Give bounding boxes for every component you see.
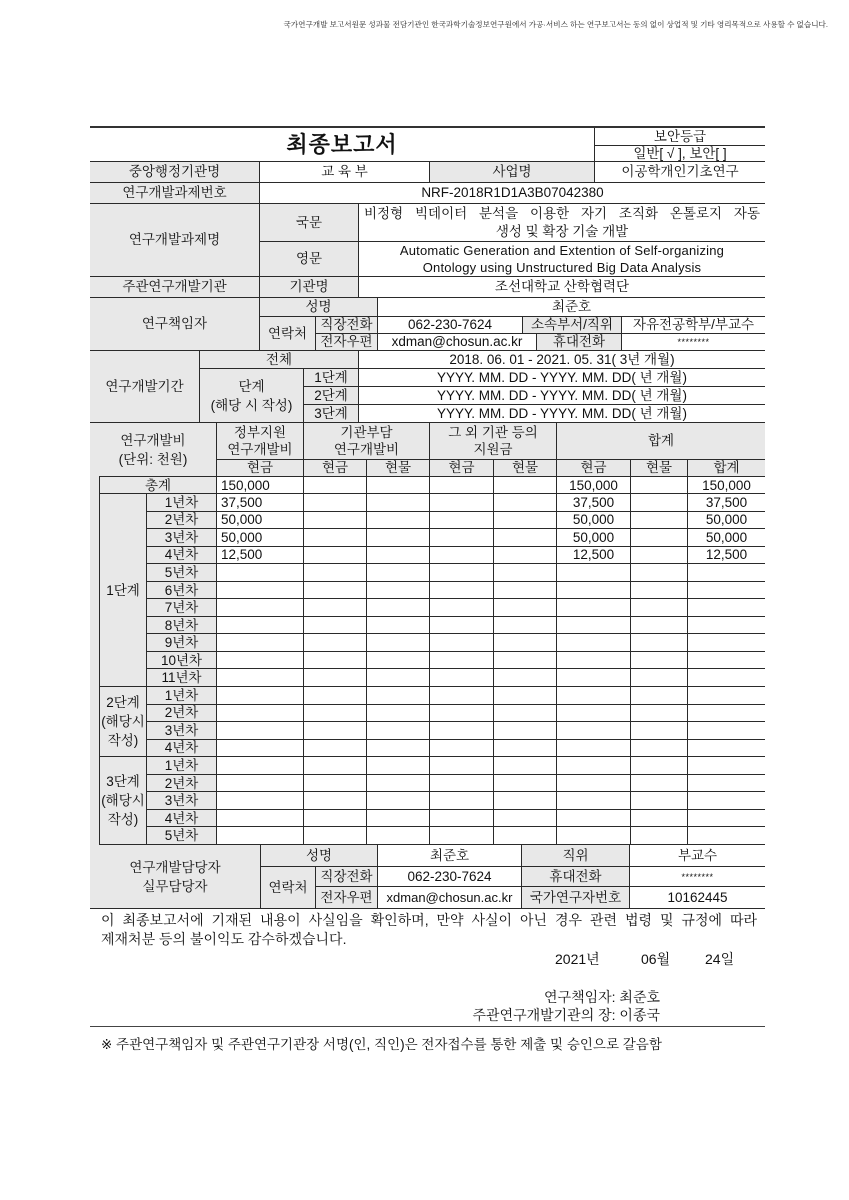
budget-cell-sum-cash: 12,500 <box>557 547 631 565</box>
staff-email-value: xdman@chosun.ac.kr <box>378 887 522 909</box>
budget-cell-other-cash <box>430 582 494 600</box>
budget-cell-other-cash <box>430 827 494 845</box>
budget-cell-inst-inkind <box>367 494 430 512</box>
budget-cell-sum-inkind <box>631 810 688 828</box>
budget-year-label: 1년차 <box>147 687 217 705</box>
pi-phone-value: 062-230-7624 <box>378 317 523 334</box>
budget-cell-sum-total <box>688 582 765 600</box>
budget-cell-sum-total: 12,500 <box>688 547 765 565</box>
budget-cell-sum-inkind <box>631 705 688 723</box>
declaration-line-1: 이 최종보고서에 기재된 내용이 사실임을 확인하며, 만약 사실이 아닌 경우 관련 법령 및 규정에 따라 <box>101 912 757 928</box>
budget-year-label: 5년차 <box>147 827 217 845</box>
budget-cell-inst-cash <box>304 827 367 845</box>
budget-cell-sum-cash <box>557 564 631 582</box>
budget-cell-gov-cash <box>217 705 304 723</box>
budget-cell-other-inkind <box>494 775 557 793</box>
budget-year-label: 1년차 <box>147 494 217 512</box>
budget-cell-sum-total <box>688 599 765 617</box>
budget-cell-sum-total <box>688 792 765 810</box>
budget-cell-sum-total <box>688 652 765 670</box>
budget-cell-gov-cash <box>217 687 304 705</box>
pi-dept-label: 소속부서/직위 <box>523 317 622 334</box>
host-org-name-label: 기관명 <box>260 277 359 298</box>
budget-cell-inst-inkind <box>367 792 430 810</box>
budget-cell-gov-cash <box>217 757 304 775</box>
staff-label-line-1: 연구개발담당자 <box>129 859 221 875</box>
budget-label <box>90 423 217 476</box>
budget-cell-inst-cash <box>304 634 367 652</box>
budget-cell-inst-cash <box>304 494 367 512</box>
budget-cell-other-inkind <box>494 722 557 740</box>
budget-cell-inst-inkind <box>367 740 430 758</box>
footnote: ※ 주관연구책임자 및 주관연구기관장 서명(인, 직인)은 전자접수를 통한 제출 및 승인으로 갈음함 <box>101 1037 662 1052</box>
budget-cell-other-cash <box>430 757 494 775</box>
budget-cell-inst-inkind <box>367 827 430 845</box>
project-title-ko-line-2: 생성 및 확장 기술 개발 <box>495 223 629 239</box>
budget-sub-sum-inkind: 현물 <box>631 460 688 476</box>
budget-cell-sum-inkind <box>631 634 688 652</box>
period-total-label: 전체 <box>200 351 359 369</box>
budget-cell-inst-inkind <box>367 477 430 494</box>
budget-cell-inst-cash <box>304 740 367 758</box>
budget-cell-sum-cash: 50,000 <box>557 512 631 530</box>
budget-cell-sum-cash <box>557 827 631 845</box>
pi-mobile-label: 휴대전화 <box>537 334 622 351</box>
budget-cell-other-inkind <box>494 740 557 758</box>
budget-cell-gov-cash <box>217 599 304 617</box>
period-stage-1-value: YYYY. MM. DD - YYYY. MM. DD( 년 개월) <box>359 369 765 387</box>
budget-cell-other-cash <box>430 687 494 705</box>
period-stage-2-label: 2단계 <box>304 387 359 405</box>
budget-cell-other-cash <box>430 722 494 740</box>
budget-cell-sum-inkind <box>631 687 688 705</box>
copyright-notice: 국가연구개발 보고서원문 성과물 전담기관인 한국과학기술정보연구원에서 가공·서비스 하는 연구보고서는 동의 없이 상업적 및 기타 영리목적으로 사용할 수 없습니다. <box>283 20 828 29</box>
budget-cell-sum-cash <box>557 775 631 793</box>
budget-year-label: 2년차 <box>147 775 217 793</box>
security-grade-value: 일반[ √ ], 보안[ ] <box>595 146 765 162</box>
budget-cell-other-cash <box>430 740 494 758</box>
budget-stage-2-line-3: 작성) <box>107 733 139 749</box>
budget-year-label: 3년차 <box>147 792 217 810</box>
budget-cell-sum-total <box>688 757 765 775</box>
budget-group-gov <box>217 423 304 460</box>
budget-cell-sum-cash: 150,000 <box>557 477 631 494</box>
budget-cell-gov-cash: 150,000 <box>217 477 304 494</box>
budget-year-label: 1년차 <box>147 757 217 775</box>
ministry-value: 교 육 부 <box>260 162 430 183</box>
budget-cell-sum-cash <box>557 582 631 600</box>
staff-position-label: 직위 <box>522 845 630 867</box>
staff-position-value: 부교수 <box>630 845 765 867</box>
date-day: 24일 <box>705 951 735 967</box>
budget-sub-inst-inkind: 현물 <box>367 460 430 476</box>
budget-cell-gov-cash <box>217 564 304 582</box>
budget-cell-other-inkind <box>494 494 557 512</box>
budget-group-inst <box>304 423 430 460</box>
period-total-value: 2018. 06. 01 - 2021. 05. 31( 3년 개월) <box>359 351 765 369</box>
budget-cell-other-inkind <box>494 669 557 687</box>
budget-cell-inst-cash <box>304 617 367 635</box>
pi-email-label: 전자우편 <box>316 334 378 351</box>
budget-cell-sum-total <box>688 564 765 582</box>
project-title-ko-label: 국문 <box>260 204 359 242</box>
staff-email-label: 전자우편 <box>316 887 378 909</box>
budget-sub-sum-cash: 현금 <box>557 460 631 476</box>
budget-cell-inst-inkind <box>367 775 430 793</box>
budget-cell-other-inkind <box>494 477 557 494</box>
pi-name-label: 성명 <box>260 298 378 317</box>
budget-year-label: 4년차 <box>147 810 217 828</box>
project-number-label: 연구개발과제번호 <box>90 183 260 204</box>
budget-year-label: 9년차 <box>147 634 217 652</box>
period-stage-3-label: 3단계 <box>304 405 359 423</box>
budget-cell-sum-inkind <box>631 827 688 845</box>
budget-stage-3-line-3: 작성) <box>107 812 139 828</box>
budget-year-label: 4년차 <box>147 740 217 758</box>
project-title-ko <box>359 204 765 242</box>
budget-cell-gov-cash <box>217 810 304 828</box>
budget-cell-other-inkind <box>494 827 557 845</box>
budget-cell-other-inkind <box>494 599 557 617</box>
budget-cell-other-inkind <box>494 705 557 723</box>
budget-cell-sum-inkind <box>631 617 688 635</box>
budget-stage-2-line-1: 2단계 <box>106 695 140 711</box>
budget-cell-gov-cash <box>217 722 304 740</box>
budget-year-label: 3년차 <box>147 529 217 547</box>
budget-cell-sum-total <box>688 687 765 705</box>
host-org-name-value: 조선대학교 산학협력단 <box>359 277 765 298</box>
budget-cell-sum-total <box>688 617 765 635</box>
budget-sub-inst-cash: 현금 <box>304 460 367 476</box>
budget-cell-other-cash <box>430 634 494 652</box>
budget-group-inst-line-2: 연구개발비 <box>333 442 400 457</box>
budget-cell-sum-inkind <box>631 477 688 494</box>
budget-cell-sum-inkind <box>631 529 688 547</box>
pi-contact-label: 연락처 <box>260 317 316 351</box>
budget-cell-other-cash <box>430 564 494 582</box>
budget-cell-inst-cash <box>304 669 367 687</box>
budget-group-other <box>430 423 557 460</box>
budget-cell-inst-cash <box>304 529 367 547</box>
budget-cell-gov-cash <box>217 827 304 845</box>
budget-cell-sum-inkind <box>631 564 688 582</box>
page-title: 최종보고서 <box>90 128 595 162</box>
signature-host-head: 주관연구개발기관의 장: 이종국 <box>472 1007 660 1023</box>
budget-cell-other-cash <box>430 810 494 828</box>
budget-cell-gov-cash <box>217 740 304 758</box>
project-title-label: 연구개발과제명 <box>90 204 260 277</box>
budget-cell-sum-inkind <box>631 512 688 530</box>
budget-stage-1-line-1: 1단계 <box>106 582 140 598</box>
period-stage-2-value: YYYY. MM. DD - YYYY. MM. DD( 년 개월) <box>359 387 765 405</box>
budget-cell-sum-total: 37,500 <box>688 494 765 512</box>
staff-mobile-value: ******** <box>630 867 765 887</box>
budget-group-sum: 합계 <box>557 423 765 460</box>
period-stage-1-label: 1단계 <box>304 369 359 387</box>
budget-cell-inst-inkind <box>367 687 430 705</box>
budget-stage-3-line-2: (해당시 <box>101 793 145 809</box>
staff-researcher-no-label: 국가연구자번호 <box>522 887 630 909</box>
budget-cell-other-cash <box>430 477 494 494</box>
budget-total-label: 총계 <box>100 477 217 494</box>
budget-cell-sum-cash <box>557 669 631 687</box>
budget-cell-sum-total <box>688 740 765 758</box>
budget-year-label: 2년차 <box>147 512 217 530</box>
budget-cell-sum-inkind <box>631 740 688 758</box>
project-title-en-label: 영문 <box>260 242 359 277</box>
budget-cell-inst-inkind <box>367 634 430 652</box>
date-year: 2021년 <box>555 951 600 967</box>
budget-cell-inst-cash <box>304 477 367 494</box>
budget-cell-inst-cash <box>304 722 367 740</box>
budget-cell-other-cash <box>430 792 494 810</box>
budget-cell-inst-inkind <box>367 547 430 565</box>
period-stage-label-line-1: 단계 <box>238 378 265 394</box>
security-grade-label: 보안등급 <box>595 128 765 146</box>
budget-cell-sum-total <box>688 669 765 687</box>
budget-year-label: 8년차 <box>147 617 217 635</box>
declaration-line-2: 제재처분 등의 불이익도 감수하겠습니다. <box>101 931 347 947</box>
budget-cell-sum-cash <box>557 687 631 705</box>
budget-cell-sum-total: 50,000 <box>688 529 765 547</box>
budget-group-other-line-2: 지원금 <box>473 442 513 457</box>
budget-cell-other-cash <box>430 494 494 512</box>
program-label: 사업명 <box>430 162 595 183</box>
budget-cell-sum-inkind <box>631 775 688 793</box>
budget-cell-other-inkind <box>494 529 557 547</box>
program-value: 이공학개인기초연구 <box>595 162 765 183</box>
budget-cell-other-inkind <box>494 687 557 705</box>
budget-cell-sum-cash <box>557 810 631 828</box>
budget-cell-sum-cash: 37,500 <box>557 494 631 512</box>
budget-cell-sum-total <box>688 634 765 652</box>
budget-year-label: 5년차 <box>147 564 217 582</box>
budget-sub-other-inkind: 현물 <box>494 460 557 476</box>
budget-cell-other-cash <box>430 617 494 635</box>
pi-name-value: 최준호 <box>378 298 765 317</box>
budget-cell-sum-inkind <box>631 494 688 512</box>
budget-cell-sum-inkind <box>631 547 688 565</box>
budget-cell-sum-total <box>688 775 765 793</box>
budget-cell-sum-total: 150,000 <box>688 477 765 494</box>
budget-sub-other-cash: 현금 <box>430 460 494 476</box>
budget-cell-sum-inkind <box>631 722 688 740</box>
budget-cell-other-cash <box>430 529 494 547</box>
budget-label-line-2: (단위: 천원) <box>118 451 188 467</box>
budget-cell-sum-inkind <box>631 599 688 617</box>
pi-label: 연구책임자 <box>90 298 260 351</box>
budget-cell-sum-total <box>688 810 765 828</box>
staff-phone-label: 직장전화 <box>316 867 378 887</box>
project-title-en <box>359 242 765 277</box>
host-org-label: 주관연구개발기관 <box>90 277 260 298</box>
budget-cell-sum-total: 50,000 <box>688 512 765 530</box>
pi-dept-value: 자유전공학부/부교수 <box>622 317 765 334</box>
budget-cell-sum-cash <box>557 617 631 635</box>
budget-cell-inst-inkind <box>367 582 430 600</box>
budget-sub-sum-total: 합계 <box>688 460 765 476</box>
budget-cell-sum-inkind <box>631 757 688 775</box>
ministry-label: 중앙행정기관명 <box>90 162 260 183</box>
budget-cell-other-cash <box>430 512 494 530</box>
budget-cell-gov-cash: 50,000 <box>217 512 304 530</box>
budget-cell-inst-inkind <box>367 564 430 582</box>
budget-cell-sum-total <box>688 827 765 845</box>
pi-email-value: xdman@chosun.ac.kr <box>378 334 537 351</box>
budget-cell-inst-inkind <box>367 512 430 530</box>
budget-table <box>100 476 765 845</box>
budget-year-label: 7년차 <box>147 599 217 617</box>
budget-cell-sum-total <box>688 722 765 740</box>
footnote-divider <box>90 1026 765 1027</box>
budget-cell-inst-cash <box>304 652 367 670</box>
budget-stage-3-line-1: 3단계 <box>106 774 140 790</box>
budget-cell-inst-inkind <box>367 722 430 740</box>
budget-cell-other-inkind <box>494 792 557 810</box>
budget-cell-inst-cash <box>304 599 367 617</box>
budget-cell-other-cash <box>430 669 494 687</box>
period-stage-label <box>200 369 304 423</box>
signature-pi: 연구책임자: 최준호 <box>544 989 660 1005</box>
budget-cell-other-inkind <box>494 512 557 530</box>
budget-cell-inst-cash <box>304 792 367 810</box>
budget-stage-3 <box>100 757 147 845</box>
budget-cell-other-inkind <box>494 757 557 775</box>
staff-phone-value: 062-230-7624 <box>378 867 522 887</box>
budget-cell-other-inkind <box>494 810 557 828</box>
budget-cell-gov-cash: 12,500 <box>217 547 304 565</box>
budget-cell-other-inkind <box>494 547 557 565</box>
budget-cell-sum-cash <box>557 634 631 652</box>
budget-cell-sum-inkind <box>631 669 688 687</box>
budget-cell-inst-cash <box>304 582 367 600</box>
date-month: 06월 <box>641 951 671 967</box>
budget-year-label: 3년차 <box>147 722 217 740</box>
budget-sub-gov-cash: 현금 <box>217 460 304 476</box>
staff-name-label: 성명 <box>261 845 378 867</box>
budget-cell-gov-cash <box>217 617 304 635</box>
staff-label-line-2: 실무담당자 <box>142 878 208 894</box>
budget-cell-gov-cash <box>217 775 304 793</box>
staff-contact-label: 연락처 <box>261 867 316 909</box>
budget-cell-sum-inkind <box>631 582 688 600</box>
budget-group-other-line-1: 그 외 기관 등의 <box>448 425 538 440</box>
budget-cell-gov-cash <box>217 792 304 810</box>
staff-name-value: 최준호 <box>378 845 522 867</box>
budget-cell-other-cash <box>430 652 494 670</box>
budget-cell-gov-cash <box>217 652 304 670</box>
budget-cell-other-cash <box>430 547 494 565</box>
budget-cell-sum-inkind <box>631 652 688 670</box>
project-title-en-line-1: Automatic Generation and Extention of Self-organizing <box>399 243 725 258</box>
budget-year-label: 11년차 <box>147 669 217 687</box>
budget-year-label: 4년차 <box>147 547 217 565</box>
budget-cell-other-inkind <box>494 617 557 635</box>
budget-year-label: 10년차 <box>147 652 217 670</box>
budget-cell-inst-inkind <box>367 757 430 775</box>
budget-group-gov-line-1: 정부지원 <box>233 425 287 440</box>
budget-cell-inst-inkind <box>367 652 430 670</box>
budget-cell-gov-cash <box>217 634 304 652</box>
budget-cell-sum-cash <box>557 740 631 758</box>
budget-cell-other-inkind <box>494 652 557 670</box>
staff-mobile-label: 휴대전화 <box>522 867 630 887</box>
budget-stage-1 <box>100 494 147 687</box>
project-number-value: NRF-2018R1D1A3B07042380 <box>260 183 765 204</box>
budget-cell-sum-cash: 50,000 <box>557 529 631 547</box>
budget-cell-inst-cash <box>304 687 367 705</box>
budget-cell-sum-cash <box>557 599 631 617</box>
budget-cell-other-inkind <box>494 564 557 582</box>
period-stage-3-value: YYYY. MM. DD - YYYY. MM. DD( 년 개월) <box>359 405 765 423</box>
budget-cell-inst-inkind <box>367 669 430 687</box>
budget-cell-inst-cash <box>304 564 367 582</box>
budget-cell-inst-inkind <box>367 810 430 828</box>
budget-cell-gov-cash <box>217 582 304 600</box>
budget-cell-inst-inkind <box>367 529 430 547</box>
budget-cell-other-cash <box>430 599 494 617</box>
budget-cell-sum-cash <box>557 705 631 723</box>
budget-label-line-1: 연구개발비 <box>120 432 186 448</box>
budget-cell-other-inkind <box>494 634 557 652</box>
pi-phone-label: 직장전화 <box>316 317 378 334</box>
budget-cell-sum-cash <box>557 722 631 740</box>
budget-cell-sum-cash <box>557 757 631 775</box>
budget-cell-sum-cash <box>557 652 631 670</box>
budget-cell-other-inkind <box>494 582 557 600</box>
staff-label <box>90 845 261 909</box>
budget-cell-inst-cash <box>304 775 367 793</box>
budget-cell-gov-cash <box>217 669 304 687</box>
budget-cell-inst-cash <box>304 757 367 775</box>
budget-cell-sum-inkind <box>631 792 688 810</box>
budget-cell-inst-inkind <box>367 617 430 635</box>
budget-cell-gov-cash: 50,000 <box>217 529 304 547</box>
budget-group-inst-line-1: 기관부담 <box>340 425 393 440</box>
budget-cell-inst-inkind <box>367 599 430 617</box>
budget-cell-inst-inkind <box>367 705 430 723</box>
budget-cell-sum-total <box>688 705 765 723</box>
project-title-en-line-2: Ontology using Unstructured Big Data Analysis <box>422 260 702 275</box>
period-label: 연구개발기간 <box>90 351 200 423</box>
budget-left-strip <box>90 476 100 845</box>
budget-cell-inst-cash <box>304 547 367 565</box>
budget-year-label: 6년차 <box>147 582 217 600</box>
budget-cell-inst-cash <box>304 512 367 530</box>
budget-group-gov-line-2: 연구개발비 <box>227 442 293 457</box>
budget-cell-inst-cash <box>304 705 367 723</box>
pi-mobile-value: ******** <box>622 334 765 351</box>
budget-stage-2 <box>100 687 147 757</box>
budget-stage-2-line-2: (해당시 <box>101 714 145 730</box>
declaration <box>101 911 757 949</box>
project-title-ko-line-1: 비정형 빅데이터 분석을 이용한 자기 조직화 온톨로지 자동 <box>364 205 760 221</box>
budget-cell-other-cash <box>430 775 494 793</box>
budget-cell-other-cash <box>430 705 494 723</box>
budget-cell-sum-cash <box>557 792 631 810</box>
period-stage-label-line-2: (해당 시 작성) <box>210 397 293 413</box>
staff-researcher-no-value: 10162445 <box>630 887 765 909</box>
budget-year-label: 2년차 <box>147 705 217 723</box>
budget-cell-gov-cash: 37,500 <box>217 494 304 512</box>
budget-cell-inst-cash <box>304 810 367 828</box>
